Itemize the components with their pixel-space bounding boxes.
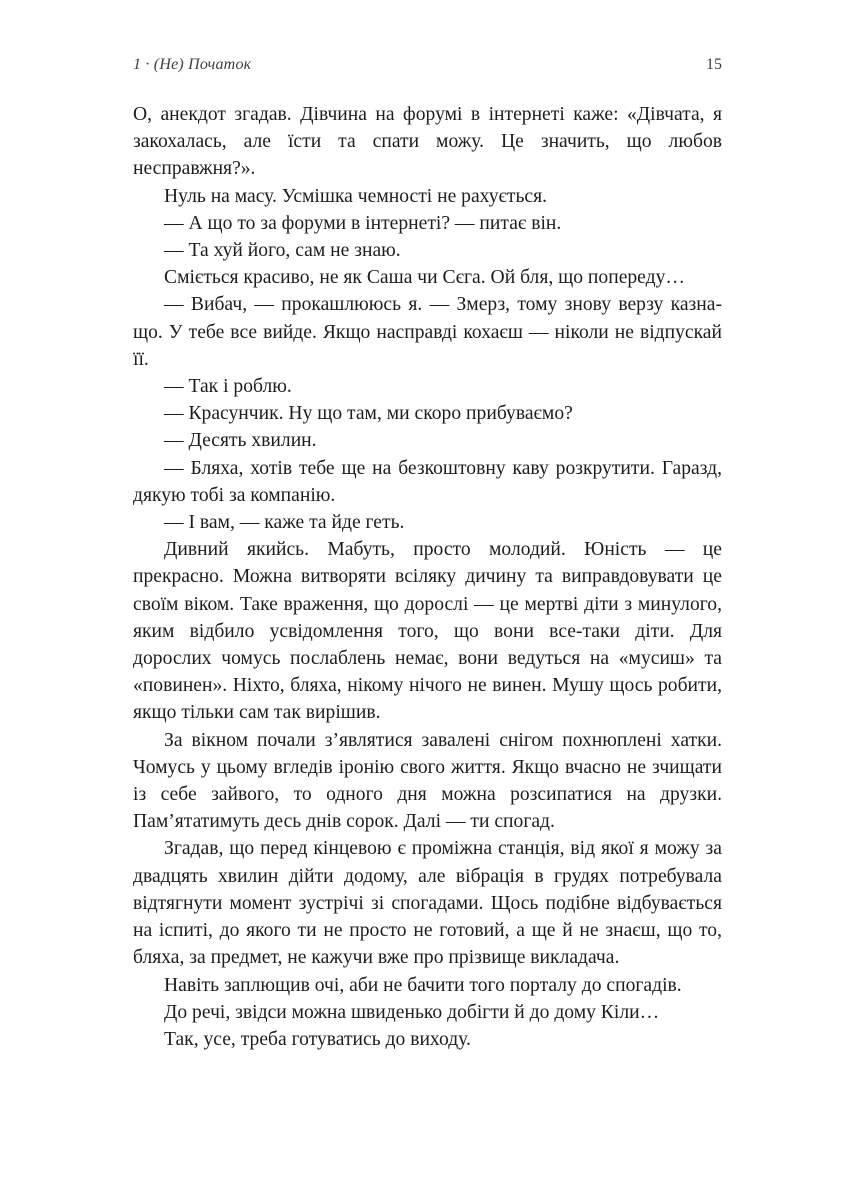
- paragraph: Так, усе, треба готуватись до виходу.: [164, 1028, 471, 1050]
- paragraph: Дивний якийсь. Мабуть, просто молодий. Юність — це прекрасно. Можна витворяти всіляку дичину та виправдовувати це своїм віком. Таке враження, що дорослі — це мертві діти з минулого, яким відбило усвідомлення того, що вони все-таки діти. Для дорослих чомусь послаблень немає, вони ведуться на «мусиш» та «повинен». Ніхто, бляха, нікому нічого не винен. Мушу щось робити, якщо тільки сам так вирішив.: [133, 539, 722, 724]
- paragraph: До речі, звідси можна швиденько добігти й до дому Кіли…: [164, 1001, 660, 1023]
- running-head: [133, 56, 722, 74]
- body-text: [133, 101, 722, 1053]
- paragraph: — Красунчик. Ну що там, ми скоро прибуваємо?: [164, 403, 573, 425]
- paragraph: Навіть заплющив очі, аби не бачити того порталу до спогадів.: [164, 974, 682, 996]
- paragraph: Сміється красиво, не як Саша чи Сєга. Ой бля, що попереду…: [164, 267, 685, 289]
- paragraph: За вікном почали з’являтися завалені снігом похнюплені хатки. Чомусь у цьому вгледів іронію свого життя. Якщо вчасно не зчищати із себе зайвого, то одного дня можна розсипатися на друзки. Пам’ятатимуть десь днів сорок. Далі — ти спогад.: [133, 729, 722, 833]
- paragraph: — Так і роблю.: [164, 376, 292, 398]
- paragraph: Нуль на масу. Усмішка чемності не рахується.: [164, 185, 548, 207]
- chapter-title: 1 · (Не) Початок: [133, 56, 252, 73]
- paragraph: — Та хуй його, сам не знаю.: [164, 240, 401, 262]
- paragraph: — Десять хвилин.: [164, 430, 317, 452]
- page-number: 15: [706, 56, 722, 73]
- paragraph: — Бляха, хотів тебе ще на безкоштовну каву розкрутити. Гаразд, дякую тобі за компанію.: [133, 457, 722, 506]
- paragraph: О, анекдот згадав. Дівчина на форумі в інтернеті каже: «Дівчата, я закохалась, але їсти та спати можу. Це значить, що любов несправжня?».: [133, 104, 722, 180]
- paragraph: Згадав, що перед кінцевою є проміжна станція, від якої я можу за двадцять хвилин дійти додому, але вібрація в грудях потребувала відтягнути момент зустрічі зі спогадами. Щось подібне відбувається на іспиті, до якого ти не просто не готовий, а ще й не знаєш, що то, бляха, за предмет, не кажучи вже про прізвище викладача.: [133, 838, 722, 969]
- paragraph: — А що то за форуми в інтернеті? — питає він.: [164, 212, 562, 234]
- paragraph: — І вам, — каже та йде геть.: [164, 512, 405, 534]
- paragraph: — Вибач, — прокашлююсь я. — Змерз, тому знову верзу казна-що. У тебе все вийде. Якщо насправді кохаєш — ніколи не відпускай її.: [133, 294, 722, 370]
